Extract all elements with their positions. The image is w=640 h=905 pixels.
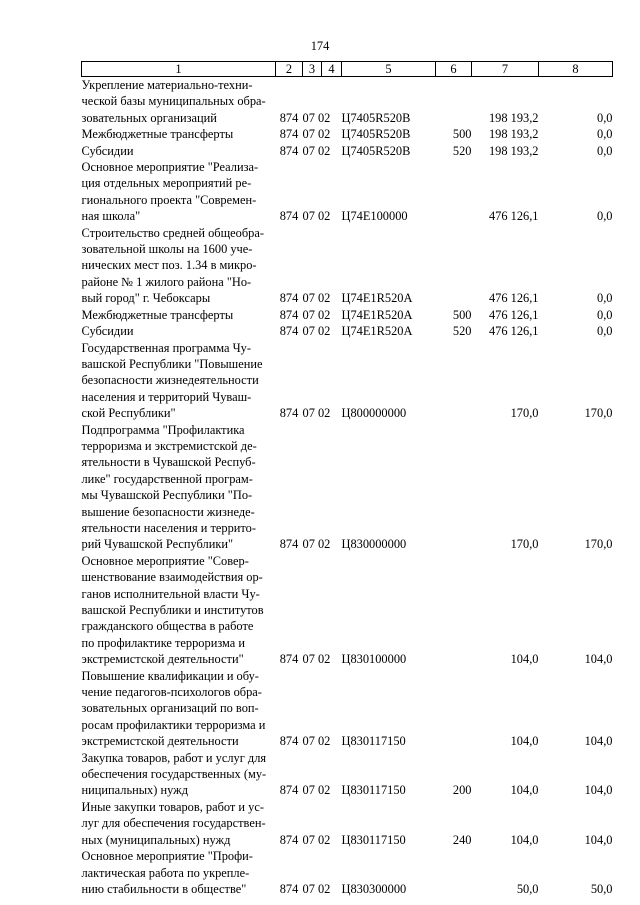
row-target-code: Ц74Е1R520А xyxy=(341,324,413,339)
row-name-line: лике" государственной програм- xyxy=(81,471,253,486)
budget-table xyxy=(81,61,613,897)
row-name xyxy=(82,799,276,848)
row-name-line: мы Чувашской Республики "По- xyxy=(81,488,253,503)
row-sum-col7: 198 193,2 xyxy=(488,110,539,125)
row-expense-type xyxy=(436,668,472,750)
row-sum-col8: 104,0 xyxy=(584,832,613,847)
row-sum-col7: 50,0 xyxy=(516,881,539,896)
row-name xyxy=(82,848,276,897)
row-name-line: Субсидии xyxy=(81,324,134,339)
row-name xyxy=(82,159,276,225)
row-target-code: Ц830300000 xyxy=(341,881,407,896)
row-sum-col7: 104,0 xyxy=(510,832,539,847)
row-target-code: Ц7405R520B xyxy=(341,143,411,158)
table-row xyxy=(82,225,613,307)
row-expense-type: 520 xyxy=(452,324,472,339)
table-row xyxy=(82,750,613,799)
row-name xyxy=(82,225,276,307)
row-name-line: Государственная программа Чу- xyxy=(81,340,251,355)
row-sum-col8: 50,0 xyxy=(590,881,613,896)
row-gr-code: 874 xyxy=(279,832,299,847)
row-gr-code: 874 xyxy=(279,406,299,421)
row-section-code: 07 02 xyxy=(302,307,331,322)
row-target-code: Ц7405R520B xyxy=(341,127,411,142)
row-expense-type: 500 xyxy=(452,127,472,142)
row-target-code: Ц830117150 xyxy=(341,734,406,749)
row-sum-col7: 104,0 xyxy=(510,734,539,749)
row-gr-code: 874 xyxy=(279,110,299,125)
row-section-code: 07 02 xyxy=(302,209,331,224)
row-name-line: гражданского общества в работе xyxy=(81,619,254,634)
row-section-code: 07 02 xyxy=(302,783,331,798)
row-name-line: безопасности жизнедеятельности xyxy=(81,373,259,388)
row-expense-type: 500 xyxy=(452,307,472,322)
row-expense-type xyxy=(436,553,472,668)
row-name-line: экстремистской деятельности xyxy=(81,734,239,749)
row-expense-type: 200 xyxy=(452,783,472,798)
row-sum-col7: 476 126,1 xyxy=(488,324,539,339)
row-name-line: обеспечения государственных (му- xyxy=(81,767,267,782)
row-sum-col7: 170,0 xyxy=(510,406,539,421)
header-cell-3: 3 xyxy=(303,62,322,77)
table-row xyxy=(82,307,613,323)
row-name-line: ской Республики" xyxy=(81,406,176,421)
row-target-code: Ц74Е1R520А xyxy=(341,291,413,306)
row-gr-code: 874 xyxy=(279,127,299,142)
row-target-code: Ц830000000 xyxy=(341,537,407,552)
row-target-code: Ц830100000 xyxy=(341,652,407,667)
row-sum-col8: 104,0 xyxy=(584,734,613,749)
row-sum-col7: 104,0 xyxy=(510,652,539,667)
row-name-line: вышение безопасности жизнеде- xyxy=(81,504,255,519)
table-row xyxy=(82,126,613,142)
row-sum-col8: 104,0 xyxy=(584,783,613,798)
row-sum-col7: 198 193,2 xyxy=(488,127,539,142)
row-name-line: Основное мероприятие "Реализа- xyxy=(81,160,259,175)
row-sum-col8: 0,0 xyxy=(597,127,613,142)
row-name-line: Повышение квалификации и обу- xyxy=(81,668,259,683)
table-row xyxy=(82,143,613,159)
row-name-line: Субсидии xyxy=(81,143,134,158)
row-sum-col8: 104,0 xyxy=(584,652,613,667)
row-expense-type xyxy=(436,422,472,553)
header-cell-6: 6 xyxy=(436,62,472,77)
table-row xyxy=(82,77,613,127)
table-row xyxy=(82,848,613,897)
row-name-line: ятельности в Чувашской Респуб- xyxy=(81,455,256,470)
row-name-line: зовательных организаций по воп- xyxy=(81,701,259,716)
header-cell-4: 4 xyxy=(322,62,342,77)
row-name-line: Иные закупки товаров, работ и ус- xyxy=(81,799,264,814)
row-name-line: гионального проекта "Современ- xyxy=(81,192,257,207)
row-name xyxy=(82,77,276,127)
row-gr-code: 874 xyxy=(279,291,299,306)
row-gr-code: 874 xyxy=(279,324,299,339)
row-name-line: зовательных организаций xyxy=(81,110,217,125)
row-sum-col8: 0,0 xyxy=(597,291,613,306)
row-name-line: вашской Республики "Повышение xyxy=(81,356,263,371)
row-section-code: 07 02 xyxy=(302,127,331,142)
header-cell-1: 1 xyxy=(82,62,276,77)
row-name-line: Основное мероприятие "Профи- xyxy=(81,849,253,864)
row-name-line: рий Чувашской Республики" xyxy=(81,537,234,552)
row-sum-col7: 476 126,1 xyxy=(488,209,539,224)
row-expense-type xyxy=(436,77,472,127)
table-header xyxy=(82,62,613,77)
row-section-code: 07 02 xyxy=(302,881,331,896)
row-sum-col8: 0,0 xyxy=(597,143,613,158)
row-target-code: Ц74Е100000 xyxy=(341,209,408,224)
row-name-line: лактическая работа по укрепле- xyxy=(81,865,250,880)
row-gr-code: 874 xyxy=(279,783,299,798)
table-row xyxy=(82,668,613,750)
row-gr-code: 874 xyxy=(279,307,299,322)
row-name xyxy=(82,307,276,323)
table-row xyxy=(82,159,613,225)
row-expense-type: 520 xyxy=(452,143,472,158)
row-target-code: Ц830117150 xyxy=(341,783,406,798)
table-row xyxy=(82,553,613,668)
row-name-line: ческой базы муниципальных обра- xyxy=(81,94,266,109)
row-name-line: районе № 1 жилого района "Но- xyxy=(81,274,252,289)
row-name-line: зовательной школы на 1600 уче- xyxy=(81,242,253,257)
row-name-line: Строительство средней общеобра- xyxy=(81,225,264,240)
row-section-code: 07 02 xyxy=(302,406,331,421)
row-sum-col8: 0,0 xyxy=(597,307,613,322)
row-name-line: ная школа" xyxy=(81,209,141,224)
row-name xyxy=(82,323,276,339)
row-expense-type xyxy=(436,340,472,422)
row-sum-col7: 104,0 xyxy=(510,783,539,798)
row-section-code: 07 02 xyxy=(302,291,331,306)
row-section-code: 07 02 xyxy=(302,110,331,125)
row-name-line: нию стабильности в обществе" xyxy=(81,881,247,896)
row-gr-code: 874 xyxy=(279,652,299,667)
row-sum-col8: 170,0 xyxy=(584,406,613,421)
row-name-line: вашской Республики и институтов xyxy=(81,603,264,617)
row-name-line: Основное мероприятие "Совер- xyxy=(81,553,249,568)
row-name-line: нических мест поз. 1.34 в микро- xyxy=(81,258,257,273)
header-row xyxy=(82,62,613,77)
row-sum-col8: 0,0 xyxy=(597,324,613,339)
row-name xyxy=(82,553,276,668)
row-name-line: населения и территорий Чуваш- xyxy=(81,389,252,404)
header-cell-8: 8 xyxy=(539,62,613,77)
page-number: 174 xyxy=(310,39,330,53)
row-target-code: Ц800000000 xyxy=(341,406,407,421)
header-cell-5: 5 xyxy=(342,62,436,77)
header-cell-7: 7 xyxy=(472,62,539,77)
row-sum-col7: 170,0 xyxy=(510,537,539,552)
row-gr-code: 874 xyxy=(279,537,299,552)
row-name-line: Межбюджетные трансферты xyxy=(81,127,234,142)
row-expense-type: 240 xyxy=(452,832,472,847)
row-name-line: Закупка товаров, работ и услуг для xyxy=(81,750,267,765)
row-name-line: Подпрограмма "Профилактика xyxy=(81,422,245,437)
row-section-code: 07 02 xyxy=(302,324,331,339)
row-expense-type xyxy=(436,159,472,225)
row-section-code: 07 02 xyxy=(302,537,331,552)
row-sum-col7: 476 126,1 xyxy=(488,291,539,306)
row-name-line: ниципальных) нужд xyxy=(81,783,189,798)
row-name-line: ция отдельных мероприятий ре- xyxy=(81,176,252,191)
row-section-code: 07 02 xyxy=(302,832,331,847)
row-name-line: ных (муниципальных) нужд xyxy=(81,832,231,847)
row-section-code: 07 02 xyxy=(302,652,331,667)
row-name-line: шенствование взаимодействия ор- xyxy=(81,570,263,585)
row-name-line: ятельности населения и террито- xyxy=(81,520,256,535)
row-target-code: Ц74Е1R520А xyxy=(341,307,413,322)
row-name-line: ганов исполнительной власти Чу- xyxy=(81,586,260,601)
row-name-line: вый город" г. Чебоксары xyxy=(81,291,211,306)
row-name-line: чение педагогов-психологов обра- xyxy=(81,685,262,700)
row-expense-type xyxy=(436,225,472,307)
row-sum-col7: 476 126,1 xyxy=(488,307,539,322)
row-sum-col8: 170,0 xyxy=(584,537,613,552)
row-name-line: по профилактике терроризма и xyxy=(81,635,246,650)
table-row xyxy=(82,340,613,422)
row-name-line: луг для обеспечения государствен- xyxy=(81,816,266,831)
row-name xyxy=(82,143,276,159)
row-name xyxy=(82,340,276,422)
row-name-line: экстремистской деятельности" xyxy=(81,652,244,667)
row-name-line: росам профилактики терроризма и xyxy=(81,717,266,732)
row-section-code: 07 02 xyxy=(302,734,331,749)
table-row xyxy=(82,799,613,848)
row-name xyxy=(82,750,276,799)
row-sum-col7: 198 193,2 xyxy=(488,143,539,158)
row-section-code: 07 02 xyxy=(302,143,331,158)
row-name-line: Укрепление материально-техни- xyxy=(81,78,253,92)
header-cell-2: 2 xyxy=(276,62,303,77)
row-gr-code: 874 xyxy=(279,143,299,158)
row-target-code: Ц7405R520B xyxy=(341,110,411,125)
row-sum-col8: 0,0 xyxy=(597,209,613,224)
row-name xyxy=(82,422,276,553)
table-row xyxy=(82,422,613,553)
row-gr-code: 874 xyxy=(279,209,299,224)
row-name xyxy=(82,668,276,750)
row-sum-col8: 0,0 xyxy=(597,110,613,125)
row-name-line: Межбюджетные трансферты xyxy=(81,307,234,322)
row-name-line: терроризма и экстремистской де- xyxy=(81,438,257,453)
row-target-code: Ц830117150 xyxy=(341,832,406,847)
row-expense-type xyxy=(436,848,472,897)
row-name xyxy=(82,126,276,142)
table-row xyxy=(82,323,613,339)
table-body xyxy=(82,77,613,898)
row-gr-code: 874 xyxy=(279,881,299,896)
row-gr-code: 874 xyxy=(279,734,299,749)
